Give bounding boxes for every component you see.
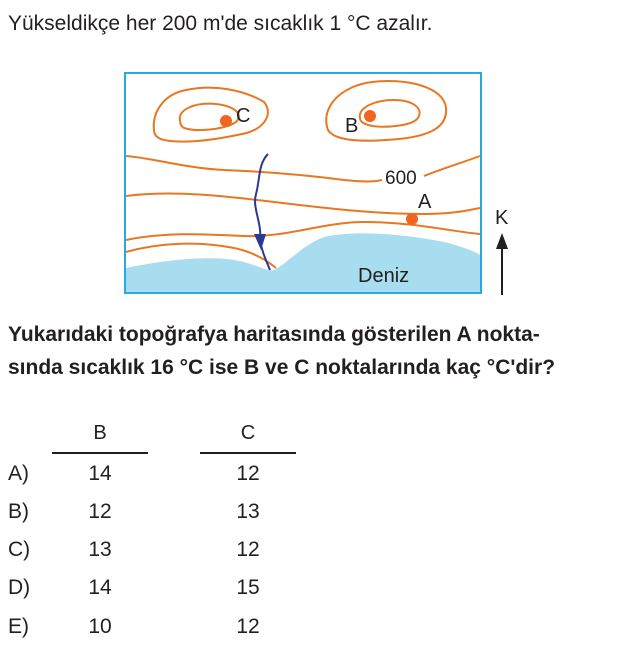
column-rule-b	[52, 452, 148, 454]
option-b-value: 10	[88, 615, 112, 638]
topographic-map	[124, 72, 482, 296]
option-b-value: 13	[88, 538, 112, 561]
sea-area	[126, 233, 480, 294]
option-c-value: 13	[236, 500, 260, 523]
north-label: K	[495, 207, 509, 229]
river-arrow-icon	[254, 234, 266, 250]
intro-text: Yükseldikçe her 200 m'de sıcaklık 1 °C azalır.	[8, 12, 433, 35]
option-row-b[interactable]	[0, 500, 632, 530]
contour-600-label: 600	[385, 168, 417, 189]
option-row-e[interactable]	[0, 615, 632, 645]
column-rule-c	[200, 452, 296, 454]
option-row-d[interactable]	[0, 576, 632, 606]
point-a-label: A	[418, 191, 432, 213]
point-a-dot	[406, 213, 418, 225]
option-b-value: 14	[88, 462, 112, 485]
option-label: C)	[8, 538, 31, 561]
option-b-value: 12	[88, 500, 112, 523]
option-b-value: 14	[88, 576, 112, 599]
sea-label: Deniz	[358, 265, 410, 287]
option-row-a[interactable]	[0, 462, 632, 492]
contour-c-outer	[154, 88, 268, 142]
question-line-1: Yukarıdaki topoğrafya haritasında gösterilen A nokta-	[8, 323, 540, 346]
option-label: E)	[8, 615, 29, 638]
contour-low-1	[126, 222, 480, 240]
option-label: D)	[8, 576, 31, 599]
column-header-c: C	[240, 422, 256, 444]
contour-600	[126, 156, 480, 182]
option-label: B)	[8, 500, 29, 523]
north-arrow-icon	[486, 205, 516, 297]
point-c-dot	[220, 115, 232, 127]
column-header-b: B	[93, 422, 107, 444]
option-row-c[interactable]	[0, 538, 632, 568]
option-c-value: 12	[236, 462, 260, 485]
option-c-value: 15	[236, 576, 260, 599]
option-label: A)	[8, 462, 29, 485]
point-b-label: B	[345, 115, 359, 137]
option-c-value: 12	[236, 615, 260, 638]
point-c-label: C	[236, 105, 251, 127]
option-c-value: 12	[236, 538, 260, 561]
question-line-2: sında sıcaklık 16 °C ise B ve C noktalarında kaç °C'dir?	[8, 356, 556, 379]
question-text	[8, 318, 626, 384]
point-b-dot	[364, 110, 376, 122]
